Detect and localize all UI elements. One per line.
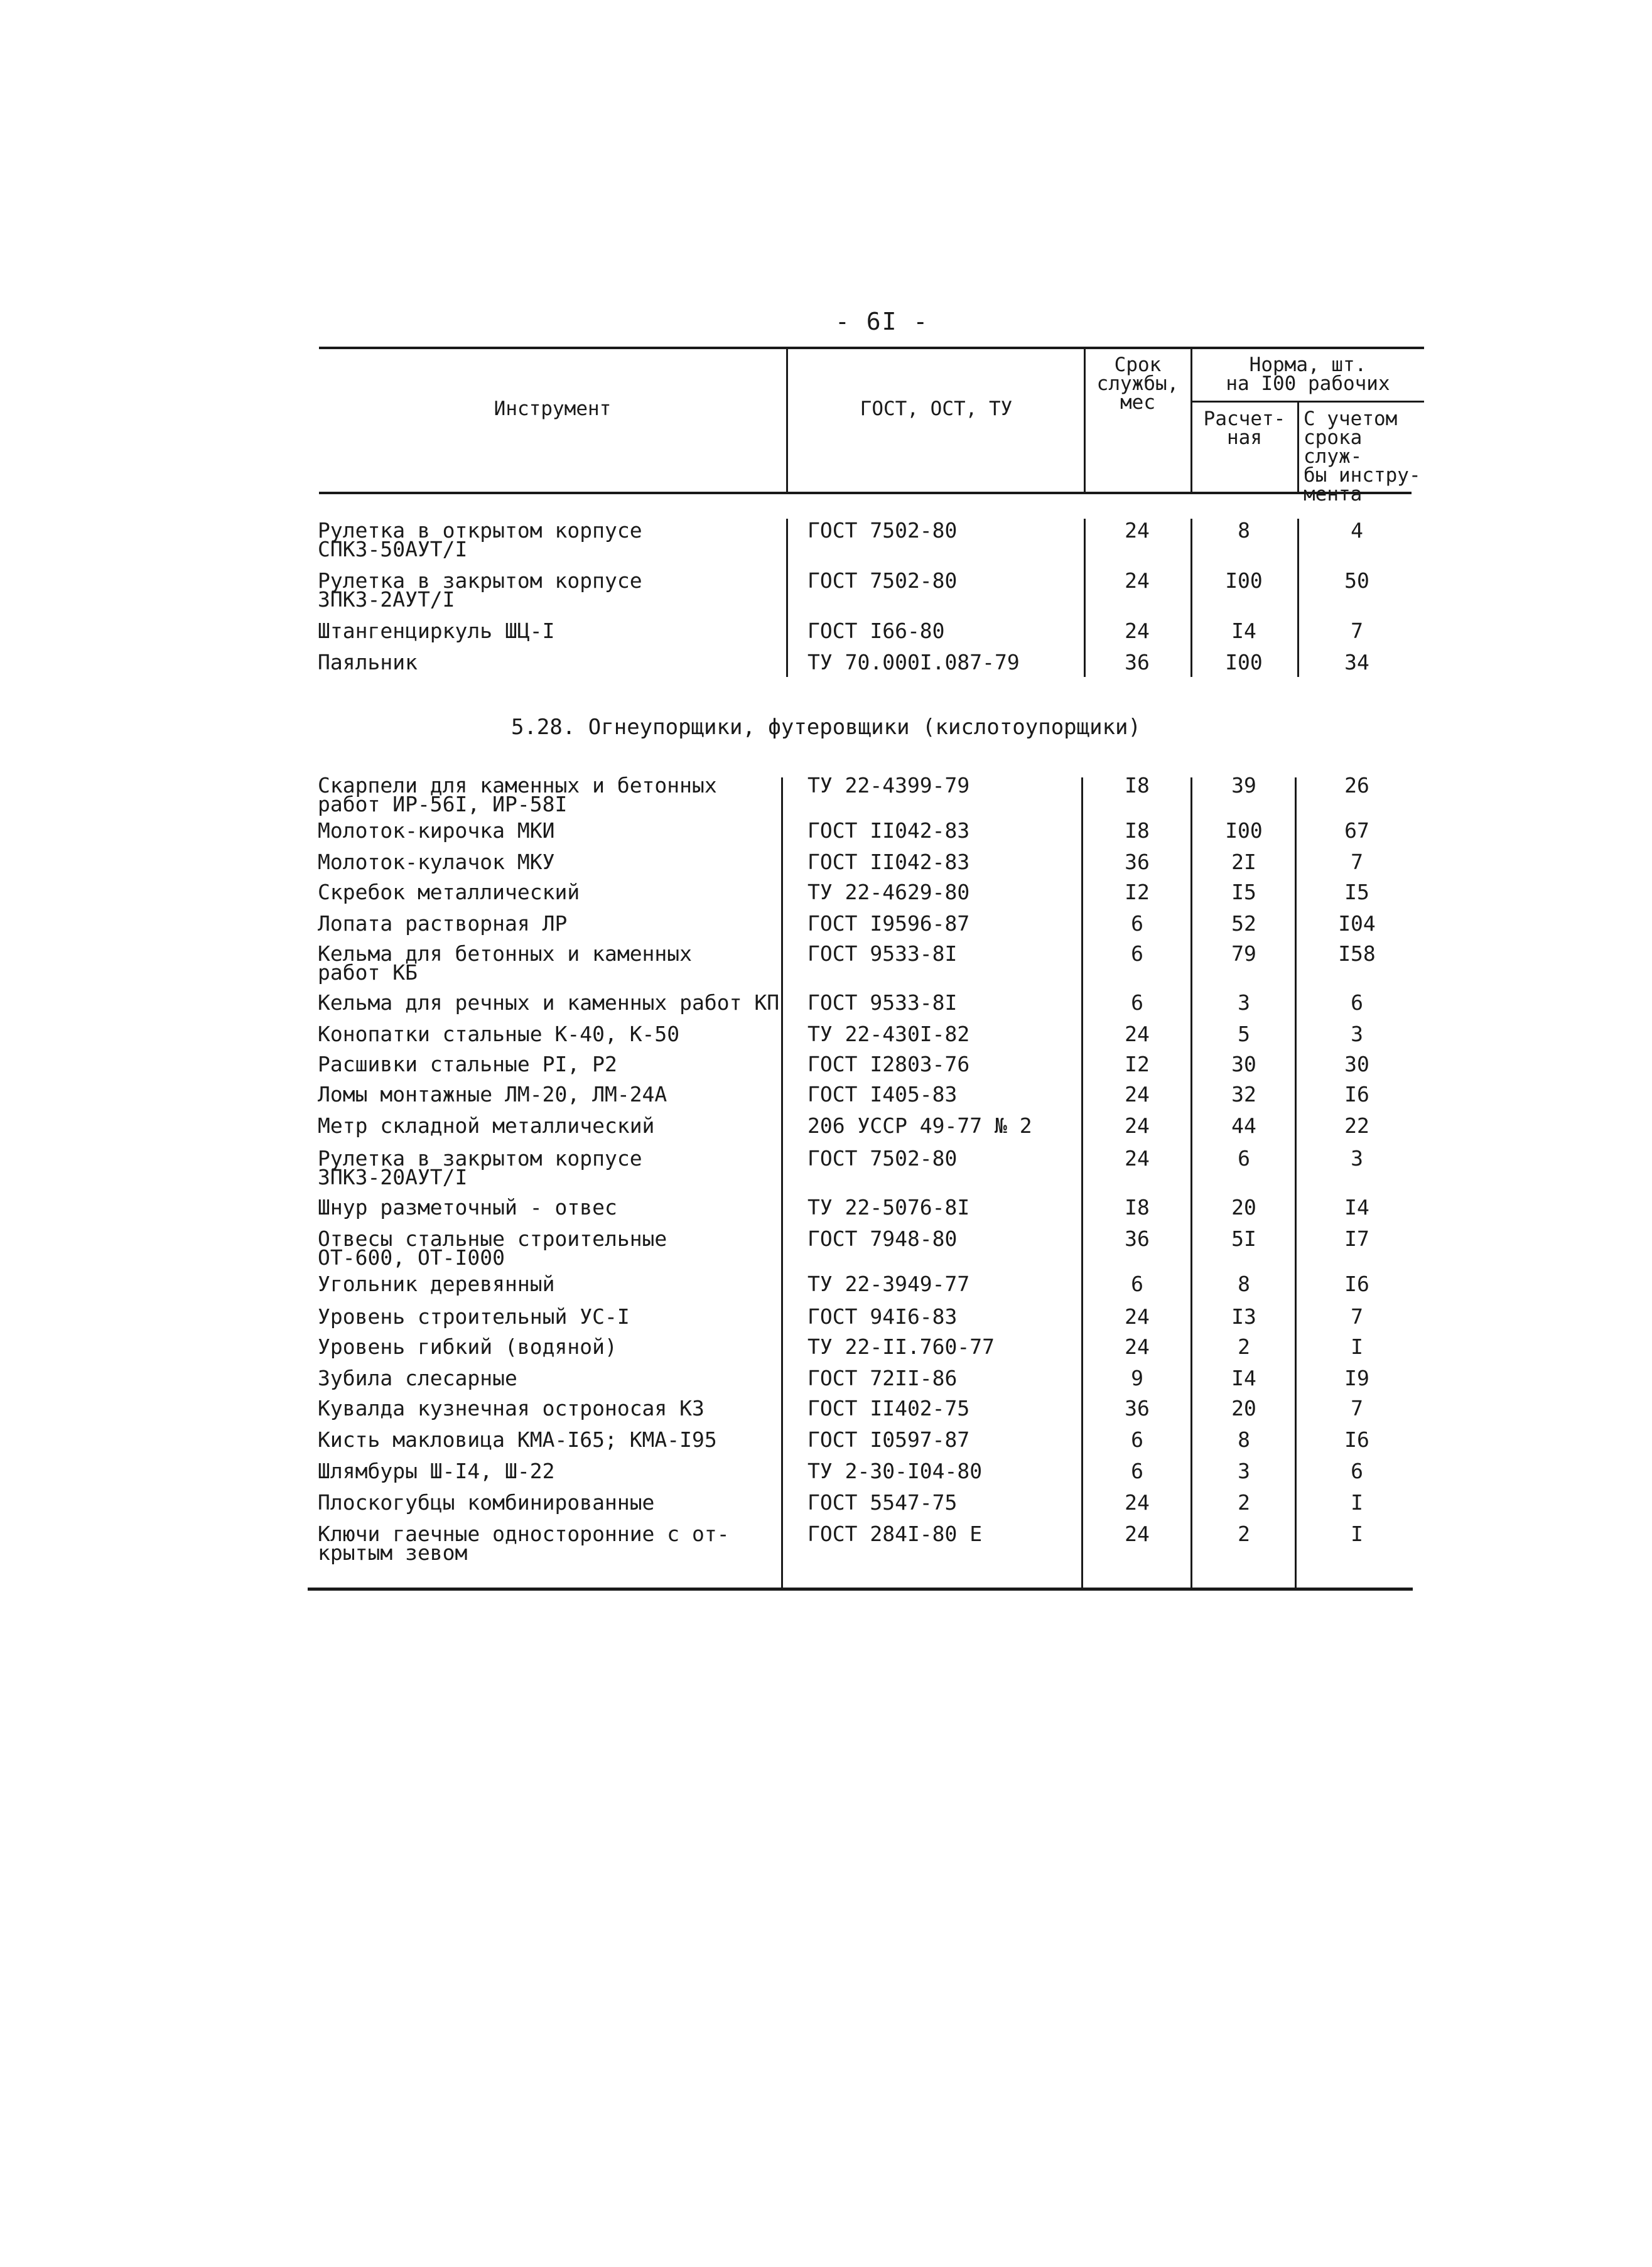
- cell-calc: I4: [1231, 619, 1256, 643]
- cell-instrument: Штангенциркуль ШЦ-I: [318, 619, 555, 643]
- cell-adjusted: 3: [1351, 1022, 1363, 1046]
- cell-life: 24: [1125, 518, 1150, 543]
- cell-life: 6: [1131, 941, 1143, 966]
- cell-instrument: Метр складной металлический: [318, 1113, 655, 1138]
- cell-instrument: Шлямбуры Ш-I4, Ш-22: [318, 1459, 555, 1483]
- cell-calc: 6: [1238, 1146, 1250, 1171]
- table-row: [0, 650, 1652, 691]
- cell-adjusted: 6: [1351, 1459, 1363, 1483]
- header-norm-adjusted: С учетом срока служ- бы инстру- мента: [1304, 408, 1421, 506]
- cell-adjusted: I5: [1344, 880, 1369, 904]
- cell-adjusted: I58: [1338, 941, 1376, 966]
- cell-adjusted: 30: [1344, 1052, 1369, 1076]
- cell-life: 6: [1131, 990, 1143, 1015]
- cell-calc: 3: [1238, 1459, 1250, 1483]
- cell-calc: 79: [1231, 941, 1256, 966]
- cell-standard: ГОСТ 9533-8I: [807, 941, 958, 966]
- cell-adjusted: 7: [1351, 850, 1363, 874]
- cell-standard: ГОСТ 7502-80: [807, 518, 958, 543]
- cell-instrument: Паяльник: [318, 650, 418, 674]
- cell-life: I8: [1125, 818, 1150, 843]
- cell-calc: 8: [1238, 1272, 1250, 1296]
- cell-life: 24: [1125, 1490, 1150, 1515]
- cell-life: 6: [1131, 1427, 1143, 1452]
- cell-adjusted: 26: [1344, 773, 1369, 798]
- table-bottom-rule: [308, 1588, 1413, 1591]
- cell-adjusted: 7: [1351, 1396, 1363, 1420]
- cell-adjusted: 7: [1351, 1304, 1363, 1329]
- cell-calc: 20: [1231, 1195, 1256, 1220]
- cell-standard: ТУ 22-4629-80: [807, 880, 970, 904]
- cell-standard: ТУ 22-430I-82: [807, 1022, 970, 1046]
- cell-instrument: Зубила слесарные: [318, 1366, 517, 1390]
- cell-standard: ГОСТ 9533-8I: [807, 990, 958, 1015]
- norm-subheader-rule: [1190, 401, 1424, 403]
- header-instrument: Инструмент: [494, 398, 612, 420]
- cell-instrument: Ломы монтажные ЛМ-20, ЛМ-24А: [318, 1082, 667, 1106]
- cell-standard: ТУ 22-3949-77: [807, 1272, 970, 1296]
- cell-instrument: Шнур разметочный - отвес: [318, 1195, 617, 1220]
- cell-adjusted: 4: [1351, 518, 1363, 543]
- cell-adjusted: I4: [1344, 1195, 1369, 1220]
- cell-instrument: Кувалда кузнечная остроносая КЗ: [318, 1396, 705, 1420]
- cell-standard: ТУ 22-II.760-77: [807, 1334, 995, 1359]
- cell-instrument: Плоскогубцы комбинированные: [318, 1490, 655, 1515]
- cell-life: 24: [1125, 1304, 1150, 1329]
- table-top-rule: [319, 347, 1424, 349]
- cell-standard: ТУ 2-30-I04-80: [807, 1459, 983, 1483]
- cell-adjusted: 34: [1344, 650, 1369, 674]
- cell-adjusted: I04: [1338, 911, 1376, 936]
- cell-calc: 32: [1231, 1082, 1256, 1106]
- cell-calc: I4: [1231, 1366, 1256, 1390]
- cell-adjusted: I6: [1344, 1082, 1369, 1106]
- table-row: [0, 1146, 1652, 1189]
- cell-life: 9: [1131, 1366, 1143, 1390]
- cell-standard: ГОСТ 7502-80: [807, 1146, 958, 1171]
- cell-life: 36: [1125, 1226, 1150, 1251]
- cell-instrument: Конопатки стальные К-40, К-50: [318, 1022, 680, 1046]
- cell-instrument: Ключи гаечные односторонние с от- крытым зевом: [318, 1522, 730, 1565]
- cell-adjusted: I7: [1344, 1226, 1369, 1251]
- table-row: [0, 773, 1652, 816]
- table-row: [0, 568, 1652, 612]
- cell-instrument: Скарпели для каменных и бетонных работ ИР-56I, ИР-58I: [318, 773, 717, 816]
- cell-standard: ГОСТ 72II-86: [807, 1366, 958, 1390]
- cell-instrument: Кельма для речных и каменных работ КП: [318, 990, 780, 1015]
- header-standard: ГОСТ, ОСТ, ТУ: [860, 398, 1013, 420]
- cell-life: I2: [1125, 1052, 1150, 1076]
- cell-standard: ГОСТ I405-83: [807, 1082, 958, 1106]
- cell-life: I8: [1125, 1195, 1150, 1220]
- cell-adjusted: I6: [1344, 1427, 1369, 1452]
- cell-calc: I00: [1225, 650, 1263, 674]
- cell-calc: 5: [1238, 1022, 1250, 1046]
- cell-instrument: Рулетка в закрытом корпусе ЗПКЗ-2АУТ/I: [318, 568, 642, 612]
- cell-instrument: Молоток-кулачок МКУ: [318, 850, 555, 874]
- cell-standard: ГОСТ II042-83: [807, 818, 970, 843]
- cell-life: 24: [1125, 1146, 1150, 1171]
- cell-standard: ТУ 22-4399-79: [807, 773, 970, 798]
- cell-adjusted: I9: [1344, 1366, 1369, 1390]
- table-row: [0, 941, 1652, 985]
- cell-life: 6: [1131, 1272, 1143, 1296]
- cell-calc: I00: [1225, 568, 1263, 593]
- cell-life: 24: [1125, 1082, 1150, 1106]
- cell-life: 36: [1125, 850, 1150, 874]
- cell-life: 24: [1125, 1522, 1150, 1546]
- section-title: 5.28. Огнеупорщики, футеровщики (кислотоупорщики): [510, 715, 1142, 740]
- cell-standard: ГОСТ 5547-75: [807, 1490, 958, 1515]
- table-header-rule: [319, 492, 1412, 494]
- cell-instrument: Рулетка в закрытом корпусе ЗПКЗ-20АУТ/I: [318, 1146, 642, 1189]
- cell-instrument: Угольник деревянный: [318, 1272, 555, 1296]
- table-row: [0, 1522, 1652, 1565]
- page-number: - 6I -: [835, 308, 929, 335]
- header-service-life: Срок службы, мес: [1096, 354, 1179, 414]
- table-row: [0, 518, 1652, 561]
- cell-calc: 2I: [1231, 850, 1256, 874]
- cell-life: 24: [1125, 1334, 1150, 1359]
- cell-adjusted: I6: [1344, 1272, 1369, 1296]
- cell-calc: 8: [1238, 1427, 1250, 1452]
- cell-standard: ГОСТ II402-75: [807, 1396, 970, 1420]
- cell-calc: 2: [1238, 1490, 1250, 1515]
- cell-instrument: Уровень гибкий (водяной): [318, 1334, 617, 1359]
- cell-instrument: Рулетка в открытом корпусе СПКЗ-50АУТ/I: [318, 518, 642, 561]
- cell-calc: 2: [1238, 1522, 1250, 1546]
- cell-calc: 3: [1238, 990, 1250, 1015]
- cell-calc: I5: [1231, 880, 1256, 904]
- header-norm: Норма, шт. на I00 рабочих: [1226, 354, 1390, 395]
- cell-calc: 5I: [1231, 1226, 1256, 1251]
- cell-calc: 44: [1231, 1113, 1256, 1138]
- cell-calc: 8: [1238, 518, 1250, 543]
- cell-standard: ГОСТ I9596-87: [807, 911, 970, 936]
- cell-adjusted: 7: [1351, 619, 1363, 643]
- cell-standard: ГОСТ I0597-87: [807, 1427, 970, 1452]
- column-divider: [786, 349, 788, 494]
- cell-life: 24: [1125, 1113, 1150, 1138]
- cell-standard: ГОСТ 7948-80: [807, 1226, 958, 1251]
- cell-life: 36: [1125, 650, 1150, 674]
- cell-adjusted: 67: [1344, 818, 1369, 843]
- cell-life: 36: [1125, 1396, 1150, 1420]
- table-row: [0, 1226, 1652, 1270]
- cell-adjusted: 3: [1351, 1146, 1363, 1171]
- cell-life: 24: [1125, 568, 1150, 593]
- cell-adjusted: I: [1351, 1334, 1363, 1359]
- cell-calc: 52: [1231, 911, 1256, 936]
- cell-standard: ГОСТ 94I6-83: [807, 1304, 958, 1329]
- cell-calc: 30: [1231, 1052, 1256, 1076]
- header-norm-calc: Расчет- ная: [1203, 408, 1286, 449]
- cell-adjusted: I: [1351, 1522, 1363, 1546]
- cell-calc: I00: [1225, 818, 1263, 843]
- cell-standard: ГОСТ 7502-80: [807, 568, 958, 593]
- cell-calc: 39: [1231, 773, 1256, 798]
- cell-adjusted: I: [1351, 1490, 1363, 1515]
- cell-life: 6: [1131, 911, 1143, 936]
- cell-standard: 206 УССР 49-77 № 2: [807, 1113, 1032, 1138]
- cell-adjusted: 22: [1344, 1113, 1369, 1138]
- cell-calc: 2: [1238, 1334, 1250, 1359]
- cell-life: 24: [1125, 619, 1150, 643]
- cell-standard: ГОСТ I2803-76: [807, 1052, 970, 1076]
- cell-adjusted: 50: [1344, 568, 1369, 593]
- cell-instrument: Расшивки стальные PI, P2: [318, 1052, 617, 1076]
- cell-life: I2: [1125, 880, 1150, 904]
- cell-instrument: Кисть макловица КМА-I65; КМА-I95: [318, 1427, 717, 1452]
- cell-standard: ГОСТ 284I-80 Е: [807, 1522, 983, 1546]
- cell-life: 24: [1125, 1022, 1150, 1046]
- cell-instrument: Кельма для бетонных и каменных работ КБ: [318, 941, 693, 985]
- cell-instrument: Уровень строительный УС-I: [318, 1304, 630, 1329]
- cell-instrument: Молоток-кирочка МКИ: [318, 818, 555, 843]
- cell-life: 6: [1131, 1459, 1143, 1483]
- cell-standard: ТУ 22-5076-8I: [807, 1195, 970, 1220]
- cell-instrument: Лопата растворная ЛР: [318, 911, 568, 936]
- cell-life: I8: [1125, 773, 1150, 798]
- cell-calc: 20: [1231, 1396, 1256, 1420]
- cell-instrument: Скребок металлический: [318, 880, 580, 904]
- cell-standard: ТУ 70.000I.087-79: [807, 650, 1020, 674]
- cell-adjusted: 6: [1351, 990, 1363, 1015]
- cell-instrument: Отвесы стальные строительные ОТ-600, ОТ-I000: [318, 1226, 667, 1270]
- cell-standard: ГОСТ I66-80: [807, 619, 945, 643]
- cell-calc: I3: [1231, 1304, 1256, 1329]
- cell-standard: ГОСТ II042-83: [807, 850, 970, 874]
